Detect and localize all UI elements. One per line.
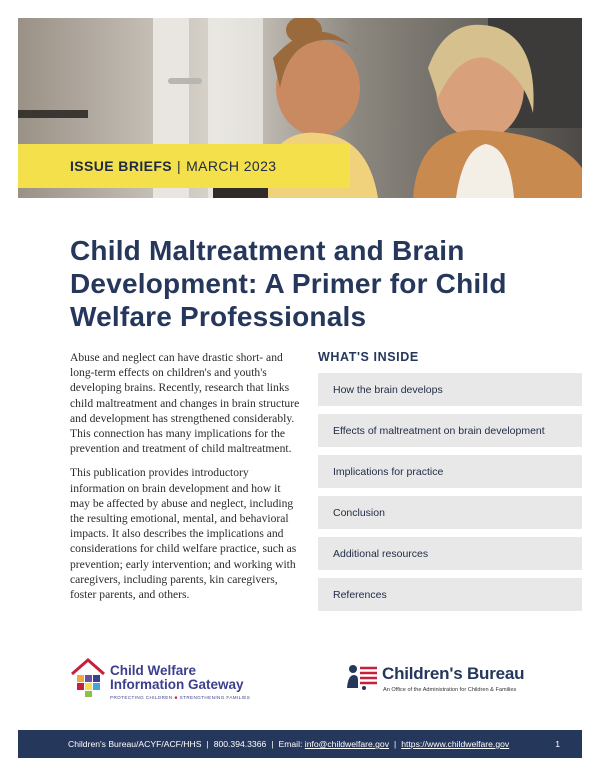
footer-website-link[interactable]: https://www.childwelfare.gov — [401, 739, 510, 749]
series-label: ISSUE BRIEFS — [70, 158, 173, 174]
footer-email-link[interactable]: info@childwelfare.gov — [304, 739, 389, 749]
page-title: Child Maltreatment and Brain Development: A Primer for Child Welfare Professionals — [70, 235, 507, 332]
toc-item-implications[interactable]: Implications for practice — [318, 455, 582, 488]
cwig-tag-right: STRENGTHENING FAMILIES — [179, 695, 251, 700]
footer-phone: 800.394.3366 — [213, 739, 267, 749]
cwig-name-line1: Child Welfare — [110, 663, 197, 678]
intro-paragraph: This publication provides introductory information on brain development and how it may be affected by abuse and neglect, including the resulting emotional, mental, and behavioral impacts. It also describes the implications and considerations for child welfare practice, such as prevention; early intervention; and working with caregivers, including parents, kin caregivers, foster parents, and others. — [70, 466, 297, 602]
whats-inside-panel — [318, 350, 582, 619]
childrens-bureau-logo — [346, 662, 546, 702]
cwig-tag-left: PROTECTING CHILDREN — [110, 695, 173, 700]
toc-item-conclusion[interactable]: Conclusion — [318, 496, 582, 529]
issue-briefs-band — [18, 144, 350, 188]
footer-bar — [18, 730, 582, 758]
footer-separator: | — [271, 739, 274, 749]
whats-inside-heading: WHAT'S INSIDE — [318, 350, 419, 364]
cwig-tagline — [110, 695, 250, 700]
house-icon — [70, 658, 106, 698]
intro-text — [70, 350, 302, 602]
child-welfare-gateway-logo — [70, 656, 260, 704]
cwig-name — [110, 664, 244, 692]
flag-figures-icon — [346, 664, 378, 690]
toc-item-effects-of-maltreatment[interactable]: Effects of maltreatment on brain development — [318, 414, 582, 447]
intro-paragraph: Abuse and neglect can have drastic short- and long-term effects on children's and youth's developing brains. Recently, research that links child maltreatment and changes in brain structure and development has strengthened considerably. This connection has many implications for the prevention and treatment of child maltreatment. — [70, 351, 300, 456]
square-bullet-icon: ■ — [174, 695, 178, 700]
header-divider: | — [177, 158, 182, 174]
footer-separator: | — [206, 739, 209, 749]
page-number: 1 — [555, 739, 560, 749]
footer-email-label: Email: — [278, 739, 303, 749]
toc-item-additional-resources[interactable]: Additional resources — [318, 537, 582, 570]
issue-date: MARCH 2023 — [186, 158, 277, 174]
footer-contact — [68, 739, 509, 749]
toc-item-brain-develops[interactable]: How the brain develops — [318, 373, 582, 406]
hero-photo — [18, 18, 582, 198]
footer-org: Children's Bureau/ACYF/ACF/HHS — [68, 739, 202, 749]
footer-separator: | — [394, 739, 397, 749]
cb-subtitle: An Office of the Administration for Children & Families — [383, 687, 517, 693]
cwig-name-line2: Information Gateway — [110, 677, 244, 692]
cb-name: Children's Bureau — [382, 664, 525, 683]
toc-item-references[interactable]: References — [318, 578, 582, 611]
